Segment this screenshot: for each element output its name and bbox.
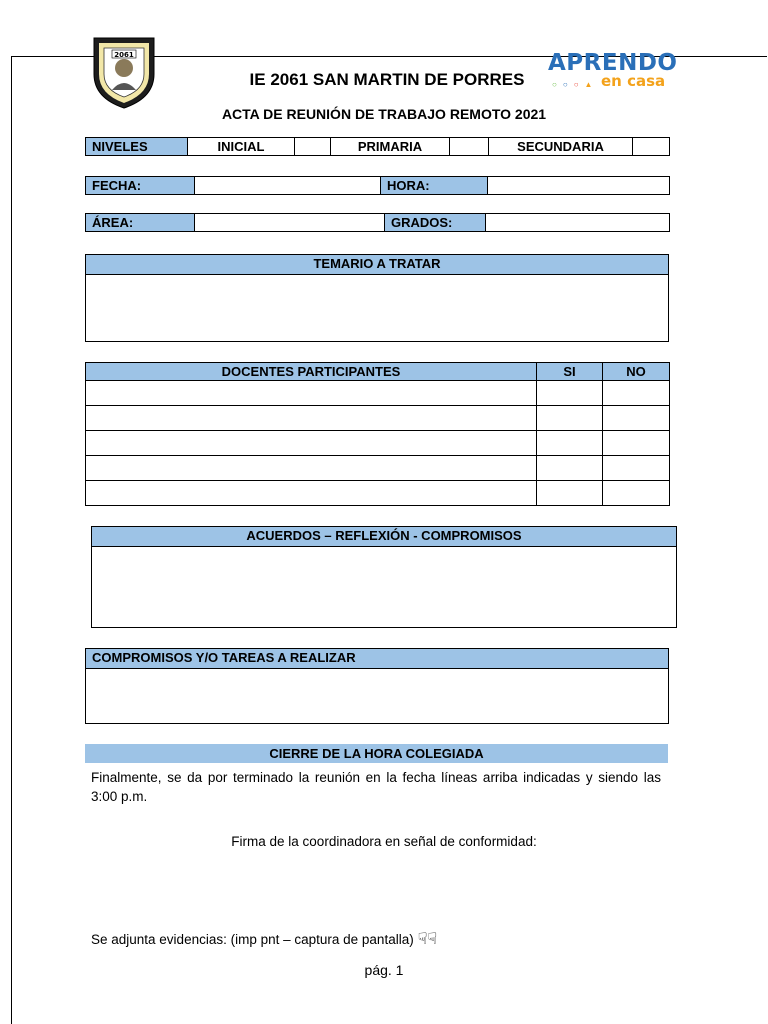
table-row	[86, 456, 670, 481]
si-cell[interactable]	[537, 431, 603, 456]
cierre-title: CIERRE DE LA HORA COLEGIADA	[85, 744, 668, 763]
docente-name-cell[interactable]	[86, 481, 537, 506]
docente-name-cell[interactable]	[86, 381, 537, 406]
area-field[interactable]	[195, 214, 385, 232]
si-cell[interactable]	[537, 381, 603, 406]
logo-line1: APRENDO	[548, 50, 678, 76]
temario-title: TEMARIO A TRATAR	[86, 255, 668, 275]
table-row	[86, 381, 670, 406]
area-grados-table	[85, 213, 670, 232]
no-cell[interactable]	[603, 381, 670, 406]
hora-field[interactable]	[488, 177, 670, 195]
crest-number: 2061	[114, 51, 134, 59]
pointing-hand-icon: ☟☟	[417, 931, 438, 948]
levels-label: NIVELES	[86, 138, 188, 156]
level-inicial: INICIAL	[188, 138, 295, 156]
docente-name-cell[interactable]	[86, 456, 537, 481]
acuerdos-title: ACUERDOS – REFLEXIÓN - COMPROMISOS	[92, 527, 676, 547]
school-name: IE 2061 SAN MARTIN DE PORRES	[249, 70, 525, 89]
si-cell[interactable]	[537, 406, 603, 431]
temario-section	[85, 254, 669, 342]
level-primaria-check[interactable]	[450, 138, 489, 156]
compromisos-area[interactable]	[86, 669, 668, 725]
docente-name-cell[interactable]	[86, 431, 537, 456]
levels-table	[85, 137, 670, 156]
docentes-table	[85, 362, 670, 506]
no-cell[interactable]	[603, 406, 670, 431]
logo-line2: en casa	[601, 72, 666, 90]
page-number: pág. 1	[364, 962, 404, 978]
docente-name-cell[interactable]	[86, 406, 537, 431]
fecha-hora-table	[85, 176, 670, 195]
area-label: ÁREA:	[86, 214, 195, 232]
docentes-header: DOCENTES PARTICIPANTES	[86, 363, 537, 381]
grados-label: GRADOS:	[385, 214, 486, 232]
evidence-line	[91, 929, 437, 949]
fecha-label: FECHA:	[86, 177, 195, 195]
acuerdos-section	[91, 526, 677, 628]
compromisos-section	[85, 648, 669, 724]
acuerdos-area[interactable]	[92, 547, 676, 629]
level-inicial-check[interactable]	[295, 138, 331, 156]
table-row	[86, 406, 670, 431]
level-primaria: PRIMARIA	[331, 138, 450, 156]
no-cell[interactable]	[603, 431, 670, 456]
cierre-text: Finalmente, se da por terminado la reunión en la fecha líneas arriba indicadas y siendo las 3:00 p.m.	[91, 770, 661, 804]
si-cell[interactable]	[537, 456, 603, 481]
compromisos-title: COMPROMISOS Y/O TAREAS A REALIZAR	[86, 649, 668, 669]
level-secundaria: SECUNDARIA	[489, 138, 633, 156]
no-header: NO	[603, 363, 670, 381]
level-secundaria-check[interactable]	[633, 138, 670, 156]
si-header: SI	[537, 363, 603, 381]
hora-label: HORA:	[381, 177, 488, 195]
evidence-text: Se adjunta evidencias: (imp pnt – captura de pantalla)	[91, 932, 414, 947]
no-cell[interactable]	[603, 456, 670, 481]
document-title: ACTA DE REUNIÓN DE TRABAJO REMOTO 2021	[221, 106, 547, 122]
signature-line: Firma de la coordinadora en señal de conformidad:	[231, 834, 537, 849]
temario-area[interactable]	[86, 275, 668, 343]
no-cell[interactable]	[603, 481, 670, 506]
logo-dots-icon: ○○○▲	[552, 80, 599, 89]
si-cell[interactable]	[537, 481, 603, 506]
table-row	[86, 431, 670, 456]
grados-field[interactable]	[486, 214, 670, 232]
table-row	[86, 481, 670, 506]
fecha-field[interactable]	[195, 177, 381, 195]
